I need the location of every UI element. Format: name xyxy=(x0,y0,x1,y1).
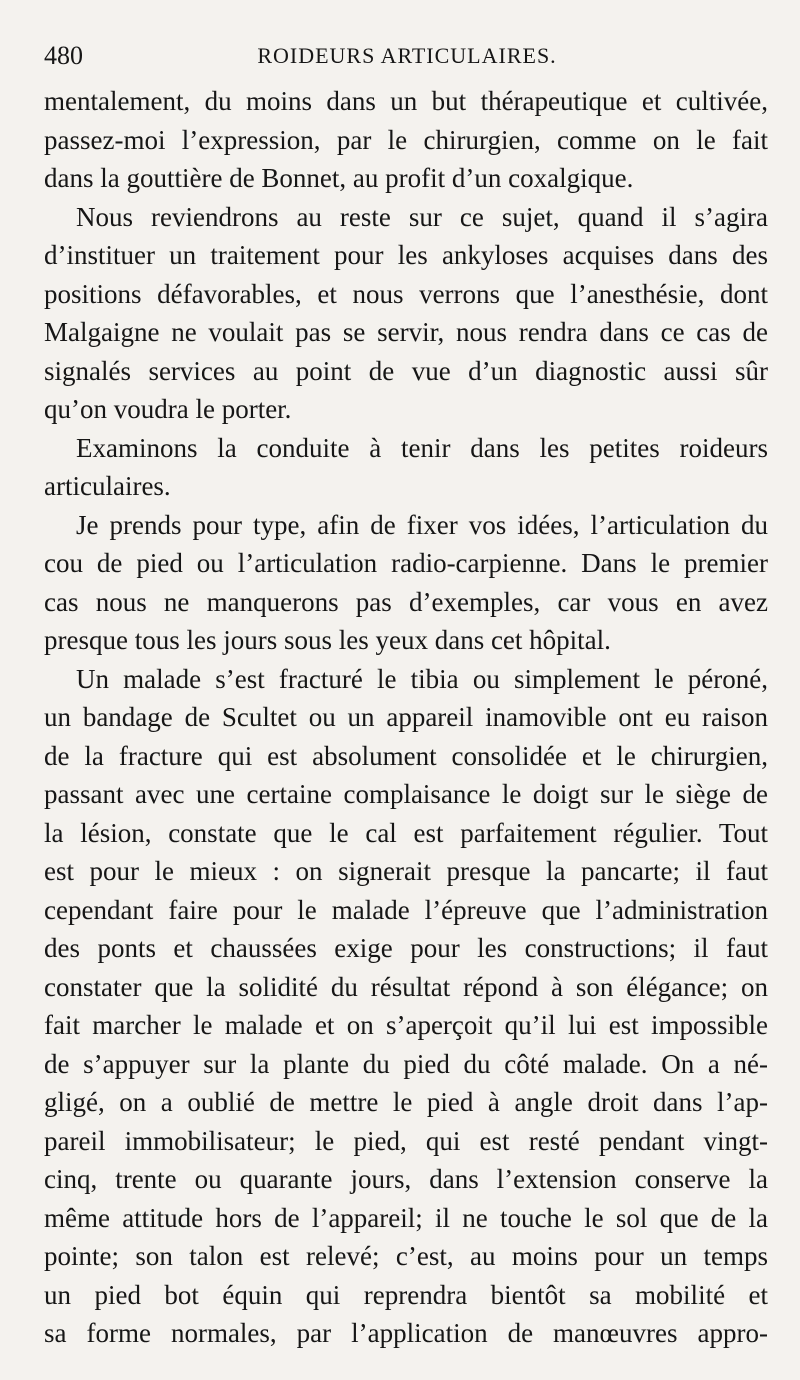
text-line: Malgaigne ne voulait pas se servir, nous rendra dans ce cas de xyxy=(44,317,768,347)
running-title: ROIDEURS ARTICULAIRES. xyxy=(257,43,557,68)
text-line: pointe; son talon est relevé; c’est, au moins pour un temps xyxy=(44,1241,768,1271)
text-line: positions défavorables, et nous verrons que l’anesthésie, dont xyxy=(44,278,768,309)
page-header xyxy=(44,38,770,74)
text-line: qu’on voudra le porter. xyxy=(44,394,292,424)
text-line: Un malade s’est fracturé le tibia ou simplement le péroné, xyxy=(76,663,768,694)
text-line: la lésion, constate que le cal est parfaitement régulier. Tout xyxy=(44,817,768,848)
text-line: cependant faire pour le malade l’épreuve que l’administration xyxy=(44,894,768,925)
text-line: passant avec une certaine complaisance le doigt sur le siège de xyxy=(44,779,768,809)
text-line: pareil immobilisateur; le pied, qui est resté pendant vingt- xyxy=(44,1125,768,1156)
text-line: Examinons la conduite à tenir dans les petites roideurs xyxy=(76,432,768,463)
text-line: cas nous ne manquerons pas d’exemples, car vous en avez xyxy=(44,586,768,617)
text-line: presque tous les jours sous les yeux dans cet hôpital. xyxy=(44,625,611,655)
text-line: Je prends pour type, afin de fixer vos idées, l’articulation du xyxy=(76,509,768,540)
text-line: fait marcher le malade et on s’aperçoit qu’il lui est impossible xyxy=(44,1010,768,1040)
text-line: sa forme normales, par l’application de manœuvres appro- xyxy=(44,1318,768,1348)
text-line: des ponts et chaussées exige pour les constructions; il faut xyxy=(44,933,768,963)
text-line: Nous reviendrons au reste sur ce sujet, quand il s’agira xyxy=(76,201,768,232)
text-line: cou de pied ou l’articulation radio-carpienne. Dans le premier xyxy=(44,548,768,578)
text-line: est pour le mieux : on signerait presque la pancarte; il faut xyxy=(44,856,768,886)
text-line: mentalement, du moins dans un but thérapeutique et cultivée, xyxy=(44,86,768,116)
body-text xyxy=(44,82,768,1353)
text-line: gligé, on a oublié de mettre le pied à angle droit dans l’ap- xyxy=(44,1087,768,1117)
text-line: passez-moi l’expression, par le chirurgien, comme on le fait xyxy=(44,124,768,155)
text-line: signalés services au point de vue d’un diagnostic aussi sûr xyxy=(44,355,768,386)
text-line: un pied bot équin qui reprendra bientôt sa mobilité et xyxy=(44,1279,768,1310)
page-number: 480 xyxy=(44,41,83,70)
text-line: de s’appuyer sur la plante du pied du côté malade. On a né- xyxy=(44,1048,768,1079)
text-line: constater que la solidité du résultat répond à son élégance; on xyxy=(44,971,768,1002)
text-line: articulaires. xyxy=(44,471,171,501)
text-line: d’instituer un traitement pour les ankyloses acquises dans des xyxy=(44,240,768,270)
text-line: même attitude hors de l’appareil; il ne touche le sol que de la xyxy=(44,1202,768,1233)
text-line: de la fracture qui est absolument consolidée et le chirurgien, xyxy=(44,740,768,771)
text-line: dans la gouttière de Bonnet, au profit d’un coxalgique. xyxy=(44,163,634,193)
text-line: cinq, trente ou quarante jours, dans l’extension conserve la xyxy=(44,1164,768,1194)
text-line: un bandage de Scultet ou un appareil inamovible ont eu raison xyxy=(44,702,768,732)
